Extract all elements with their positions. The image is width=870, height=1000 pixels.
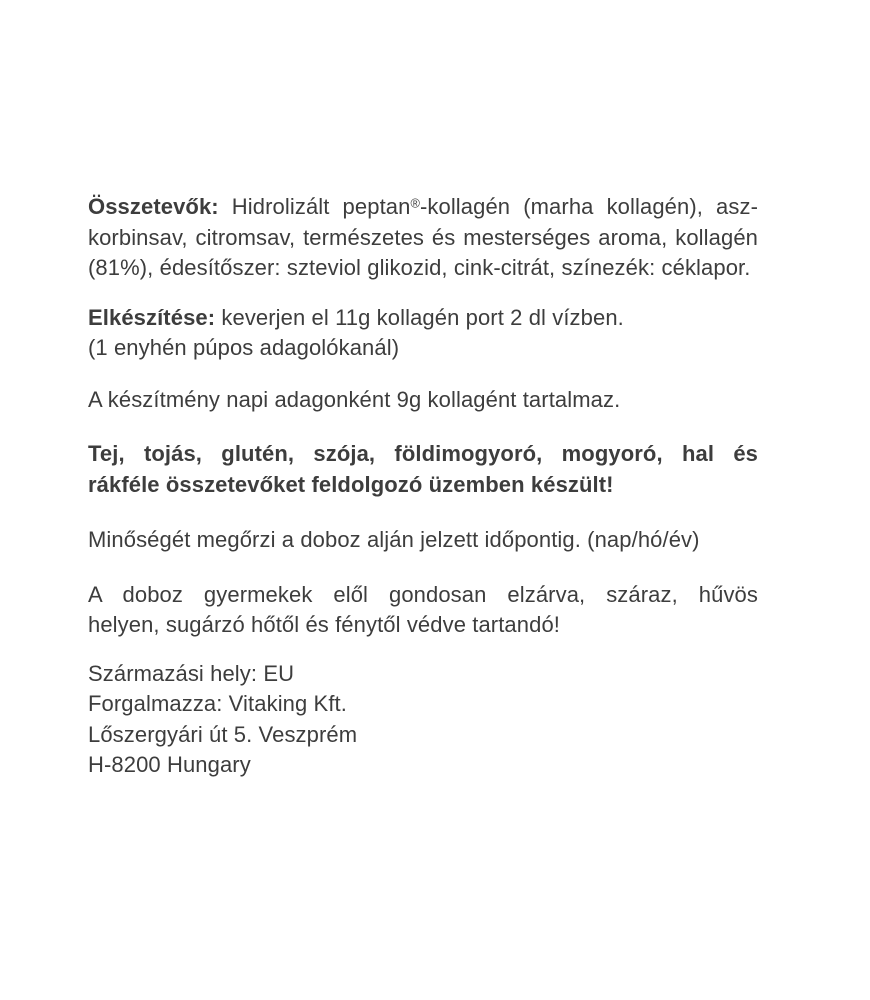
- paragraph-best-before: [88, 525, 758, 556]
- registered-trademark-symbol: ®: [410, 195, 420, 211]
- text-segment: Hidrolizált peptan: [218, 194, 411, 219]
- paragraph-ingredients: [88, 192, 758, 284]
- distributor-line: Forgalmazza: Vitaking Kft.: [88, 691, 347, 716]
- text-segment: korbinsav, citromsav, természetes és mesterséges aroma, kollagén: [88, 224, 758, 250]
- text-line: [88, 470, 758, 501]
- text-segment: A készítmény napi adagonként 9g kollagént tartalmaz.: [88, 386, 621, 412]
- text-line: [88, 223, 758, 254]
- origin-line: Származási hely: EU: [88, 660, 295, 686]
- text-segment: keverjen el 11g kollagén port 2 dl vízben.: [215, 304, 624, 330]
- text-segment: Minőségét megőrzi a doboz alján jelzett időpontig. (nap/hó/év): [88, 527, 700, 552]
- paragraph-origin-distributor: [88, 659, 758, 781]
- address-line: Lőszergyári út 5. Veszprém: [88, 721, 358, 747]
- text-segment: (1 enyhén púpos adagolókanál): [88, 335, 400, 360]
- text-line: [88, 253, 758, 284]
- paragraph-daily-dose: [88, 385, 758, 416]
- text-line: [88, 720, 758, 751]
- text-line: [88, 689, 758, 720]
- text-line: [88, 580, 758, 611]
- text-line: [88, 659, 758, 690]
- text-line: [88, 525, 758, 556]
- paragraph-preparation: [88, 303, 758, 364]
- label-text-block: [88, 192, 758, 781]
- text-line: [88, 333, 758, 364]
- text-line: [88, 439, 758, 470]
- text-segment: (81%), édesítőszer: szteviol glikozid, cink-citrát, színezék: céklapor.: [88, 255, 751, 280]
- preparation-heading: Elkészítése:: [88, 304, 216, 330]
- text-line: [88, 750, 758, 781]
- postal-line: H-8200 Hungary: [88, 752, 251, 777]
- text-line: [88, 610, 758, 641]
- text-segment: helyen, sugárzó hőtől és fénytől védve tartandó!: [88, 612, 560, 637]
- text-segment: -kollagén (marha kollagén), asz-: [419, 194, 759, 219]
- text-segment: A doboz gyermekek elől gondosan elzárva, száraz, hűvös: [88, 581, 758, 607]
- text-line: [88, 192, 758, 223]
- paragraph-allergen-warning: [88, 439, 758, 500]
- text-line: [88, 385, 758, 416]
- bold-text-segment: rákféle összetevőket feldolgozó üzemben készült!: [88, 471, 614, 497]
- text-line: [88, 303, 758, 334]
- bold-text-segment: Tej, tojás, glutén, szója, földimogyoró, mogyoró, hal és: [88, 441, 758, 466]
- paragraph-storage: [88, 580, 758, 641]
- ingredients-heading: Összetevők:: [88, 194, 219, 219]
